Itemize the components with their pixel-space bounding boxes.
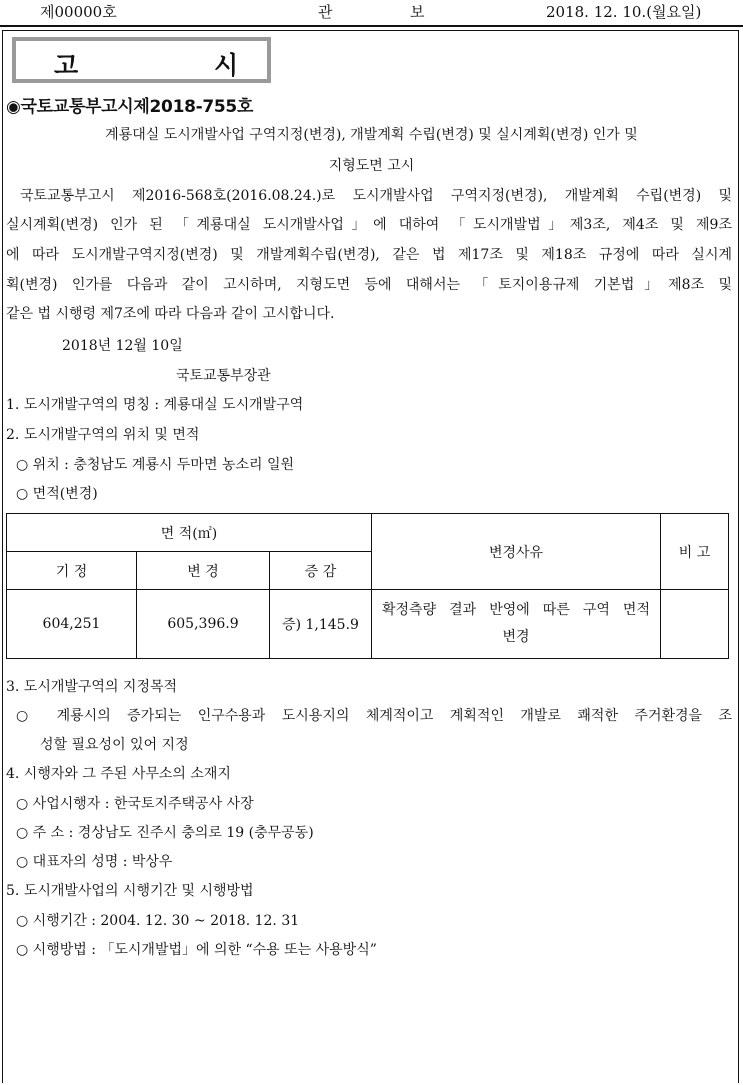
issue-number: 제00000호: [40, 3, 117, 21]
cell-note: [661, 590, 729, 659]
reason-line-2: 변경: [502, 629, 530, 645]
section-2-title: 2. 도시개발구역의 위치 및 면적: [6, 427, 200, 443]
notice-char-2: 시: [214, 51, 239, 80]
section-3-item-line-1: ○ 계룡시의 증가되는 인구수용과 도시용지의 체계적이고 계획적인 개발로 쾌적한 주거환경을 조: [16, 708, 732, 724]
body-line-2: 실시계획(변경) 인가 된 「계룡대실 도시개발사업」에 대하여 「도시개발법」제3조, 제4조 및 제9조: [6, 217, 732, 233]
header-note: 비 고: [661, 514, 729, 590]
section-2-area-label: ○ 면적(변경): [16, 486, 98, 502]
cell-reason: [372, 590, 661, 659]
sign-date: 2018년 12월 10일: [62, 338, 183, 354]
body-line-3: 에 따라 도시개발구역지정(변경) 및 개발계획수립(변경), 같은 법 제17조 및 제18조 규정에 따라 실시계: [6, 247, 732, 263]
subheader-changed: 변 경: [137, 552, 270, 590]
header-reason: 변경사유: [372, 514, 661, 590]
cell-diff: 증) 1,145.9: [270, 590, 372, 659]
section-5-title: 5. 도시개발사업의 시행기간 및 시행방법: [6, 883, 254, 899]
decree-title: ◉국토교통부고시제2018-755호: [6, 97, 254, 117]
section-3-title: 3. 도시개발구역의 지정목적: [6, 679, 178, 695]
body-line-4: 획(변경) 인가를 다음과 같이 고시하며, 지형도면 등에 대해서는 「토지이용규제 기본법」제8조 및: [6, 277, 732, 293]
subheader-existing: 기 정: [7, 552, 137, 590]
publication-title-1: 관: [318, 3, 333, 21]
section-3-item-line-2: 성할 필요성이 있어 지정: [40, 737, 189, 753]
section-1-title: 1. 도시개발구역의 명칭 : 계룡대실 도시개발구역: [6, 397, 304, 413]
issue-date: 2018. 12. 10.(월요일): [546, 3, 702, 21]
cell-existing: 604,251: [7, 590, 137, 659]
area-table: [6, 513, 729, 659]
section-2-location: ○ 위치 : 충청남도 계룡시 두마면 농소리 일원: [16, 457, 294, 473]
body-line-5: 같은 법 시행령 제7조에 따라 다음과 같이 고시합니다.: [6, 306, 335, 322]
subheader-diff: 증 감: [270, 552, 372, 590]
section-5-method: ○ 시행방법 : 「도시개발법」에 의한 “수용 또는 사용방식”: [16, 942, 377, 958]
cell-changed: 605,396.9: [137, 590, 270, 659]
body-line-1: 국토교통부고시 제2016-568호(2016.08.24.)로 도시개발사업 구역지정(변경), 개발계획 수립(변경) 및: [20, 188, 732, 204]
subject-line-2: 지형도면 고시: [328, 158, 415, 174]
section-5-period: ○ 시행기간 : 2004. 12. 30 ~ 2018. 12. 31: [16, 913, 300, 929]
section-4-representative: ○ 대표자의 성명 : 박상우: [16, 854, 173, 870]
minister-signature: 국토교통부장관: [176, 368, 271, 384]
subject-line-1: 계룡대실 도시개발사업 구역지정(변경), 개발계획 수립(변경) 및 실시계획(변경) 인가 및: [105, 127, 638, 143]
publication-title-2: 보: [410, 3, 425, 21]
notice-category-box: [12, 37, 271, 83]
section-4-title: 4. 시행자와 그 주된 사무소의 소재지: [6, 766, 231, 782]
header-divider: [0, 25, 743, 27]
header-area: 면 적(㎡): [7, 514, 372, 552]
reason-line-1: 확정측량 결과 반영에 따른 구역 면적: [382, 602, 650, 618]
gazette-header: [0, 0, 743, 22]
section-4-operator: ○ 사업시행자 : 한국토지주택공사 사장: [16, 796, 254, 812]
notice-char-1: 고: [54, 51, 79, 80]
section-4-address: ○ 주 소 : 경상남도 진주시 충의로 19 (충무공동): [16, 825, 314, 841]
